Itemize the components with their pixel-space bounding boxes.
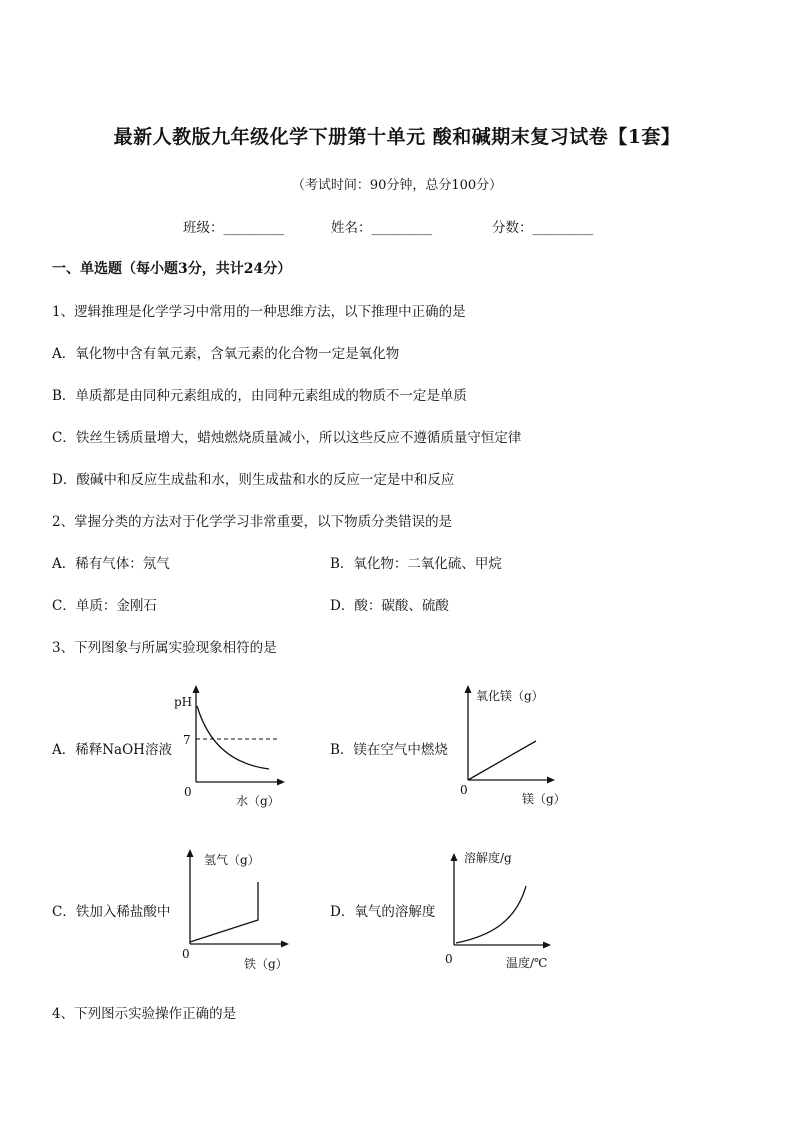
x-axis-label: 水（g） [236, 794, 280, 808]
x-axis-arrow [277, 779, 285, 786]
x-axis-arrow [547, 777, 555, 784]
exam-title: 最新人教版九年级化学下册第十单元 酸和碱期末复习试卷【1套】 [113, 126, 681, 148]
x-axis-arrow [543, 942, 551, 949]
q2-stem: 2、掌握分类的方法对于化学学习非常重要，以下物质分类错误的是 [52, 514, 453, 530]
q4-stem: 4、下列图示实验操作正确的是 [52, 1006, 237, 1022]
x-axis-label: 镁（g） [522, 792, 566, 806]
q1-option-a: A．氧化物中含有氧元素，含氧元素的化合物一定是氧化物 [52, 346, 400, 362]
tick-7-label: 7 [183, 733, 191, 747]
y-axis-label: 氢气（g） [204, 853, 260, 867]
q2-option-a: A．稀有气体：氖气 [52, 556, 170, 572]
class-blank: _________ [223, 220, 285, 236]
exam-subtitle: （考试时间：90分钟，总分100分） [291, 178, 503, 193]
q2-option-c: C．单质：金刚石 [52, 598, 157, 614]
score-blank: _________ [532, 220, 594, 236]
y-axis-label: pH [174, 695, 193, 709]
origin-label: 0 [184, 785, 192, 799]
origin-label: 0 [460, 783, 468, 797]
y-axis-arrow [187, 849, 194, 857]
ph-curve [197, 706, 269, 769]
q2-option-b: B．氧化物：二氧化硫、甲烷 [330, 556, 502, 572]
name-field [331, 216, 432, 236]
x-axis-arrow [281, 941, 289, 948]
q3-stem: 3、下列图象与所属实验现象相符的是 [52, 640, 277, 656]
q3-graph-b [448, 680, 588, 810]
q3-option-a-label: A．稀释NaOH溶液 [52, 742, 172, 758]
section-heading: 一、单选题（每小题3分，共计24分） [52, 261, 292, 277]
q3-option-d-label: D．氧气的溶解度 [330, 904, 436, 920]
q1-option-c: C．铁丝生锈质量增大，蜡烛燃烧质量减小，所以这些反应不遵循质量守恒定律 [52, 430, 522, 446]
score-label: 分数： [492, 220, 533, 236]
y-axis-label: 溶解度/g [464, 851, 512, 865]
q3-graph-a [170, 682, 290, 812]
y-axis-label: 氧化镁（g） [476, 689, 544, 703]
q1-option-b: B．单质都是由同种元素组成的，由同种元素组成的物质不一定是单质 [52, 388, 467, 404]
q3-graph-c [170, 846, 310, 976]
q3-option-b-label: B．镁在空气中燃烧 [330, 742, 448, 758]
q3-option-c-label: C．铁加入稀盐酸中 [52, 904, 171, 920]
q3-graph-d [436, 846, 576, 976]
solubility-curve [456, 886, 526, 943]
y-axis-arrow [465, 685, 472, 693]
x-axis-label: 铁（g） [244, 957, 288, 971]
mgo-line [468, 741, 536, 780]
h2-curve [190, 882, 258, 942]
class-field [183, 216, 284, 236]
y-axis-arrow [451, 853, 458, 861]
name-label: 姓名： [331, 220, 372, 236]
q1-option-d: D．酸碱中和反应生成盐和水，则生成盐和水的反应一定是中和反应 [52, 472, 455, 488]
q2-option-d: D．酸：碳酸、硫酸 [330, 598, 449, 614]
origin-label: 0 [445, 952, 453, 966]
y-axis-arrow [193, 685, 200, 693]
class-label: 班级： [183, 220, 224, 236]
name-blank: _________ [371, 220, 433, 236]
q1-stem: 1、逻辑推理是化学学习中常用的一种思维方法，以下推理中正确的是 [52, 304, 466, 320]
score-field [492, 216, 593, 236]
x-axis-label: 温度/℃ [506, 956, 548, 970]
origin-label: 0 [182, 947, 190, 961]
